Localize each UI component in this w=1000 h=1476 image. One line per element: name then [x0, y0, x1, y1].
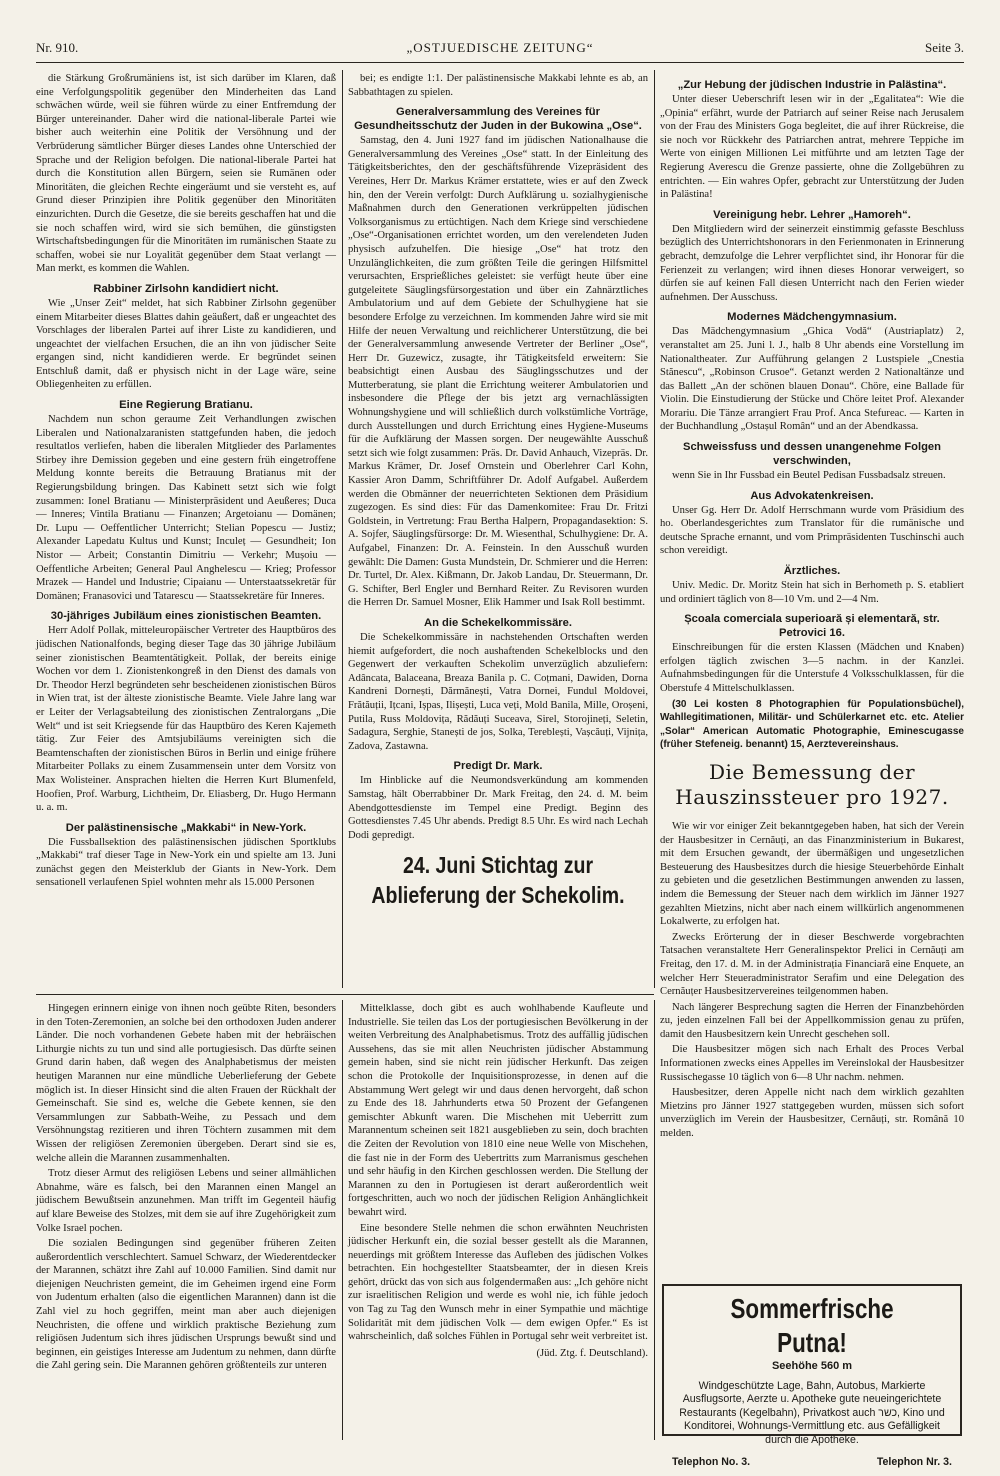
- article-heading: Der palästinensische „Makkabi“ in New-York.: [65, 821, 307, 834]
- column-2: [348, 72, 648, 990]
- article-text: Univ. Medic. Dr. Moritz Stein hat sich in Berhometh p. S. etabliert und ordiniert täglich von 8—10 Vm. und 2—4 Nm.: [660, 580, 964, 605]
- column-3: [660, 72, 964, 1140]
- article-text: Unter dieser Ueberschrift lesen wir in der „Egalitatea“: Wie die „Opinia“ erfährt, wurde der Patriarch auf seiner Reise nach Jerusalem von der Frau des Ministers Goga begleitet, die auf ihrer Rückreise, die sie noch vor Rückkehr des Patriarchen antrat, mehrere Teppiche im Werte von einigen Millionen Lei mitführte und am letzten Tage der Regierung Averescu die Grenze passierte, ohne die Zollgebühren zu entrichten. — Ein wahres Opfer, gebracht zur Unterstützung der Juden in Palästina!: [660, 94, 964, 201]
- article-text: Den Mitgliedern wird der seinerzeit einstimmig gefasste Beschluss bezüglich des Unterrichtshonorars in den Ferienmonaten in Erinnerung gebracht, demzufolge die Lehrer verpflichtet sind, ihr Honorar für die Ferienzeit zu verlangen; wird ihnen dieses Honorar verweigert, so dürfen sie auf keinen Fall diesen Unterricht nach den Ferien wieder aufnehmen. Der Ausschuss.: [660, 223, 964, 303]
- article-text: Zwecks Erörterung der in dieser Beschwerde vorgebrachten Tatsachen veranstaltete Herr Generalinspektor Prelici in Cernăuți am Freitag, den 17. d. M. in der Administrația Financiară eine Enquete, an welcher Herr Steueradministrator Serafim und eine Delegation des Cernăuțer Hausbesitzervereines teilgenommen haben.: [660, 931, 964, 998]
- article-text: bei; es endigte 1:1. Der palästinensische Makkabi lehnte es ab, an Sabbathtagen zu spielen.: [348, 73, 648, 98]
- article-text: die Stärkung Großrumäniens ist, ist sich darüber im Klaren, daß eine Verfolgungspolitik gegenüber den Minderheiten das Land schwächen würde, weil sie führen würde zu einer Entfremdung der Bürger untereinander. Daher wird die national-liberale Partei wie bisher auch weiterhin eine Politik der Versöhnung und der Verbrüderung sämtlicher Bürger dieses Landes ohne Unterschied der Sprache und der Religion befolgen. Die national-liberale Partei hat durch die Konstitution allen Bürgern, seien sie Rumänen oder Minoritäten, die gleichen Rechte eingeräumt und sie versteht es, auf Grund dieser Prinzipien ihre Politik gegenüber den Minoritäten einzurichten. Durch die Gesetze, die sie bereits geschaffen hat und die sie noch schaffen wird, wird sie sich bemühen, die günstigsten Wirtschaftsbedingungen für die Minoritäten im rumänischen Staate zu schaffen, wobei sie nur Loyalität gegenüber dem Staat verlangt — Man merkt, es kommen die Wahlen.: [36, 73, 336, 275]
- bottom-column-1: [36, 1002, 336, 1440]
- advert-phone-left: Telephon No. 3.: [672, 1455, 751, 1468]
- article-heading: Generalversammlung des Vereines für Gesundheitsschutz der Juden in der Bukowina „Ose“.: [354, 106, 642, 133]
- article-heading: Modernes Mädchengymnasium.: [727, 311, 897, 324]
- article-heading: Eine Regierung Bratianu.: [119, 399, 253, 412]
- advert-footer: [672, 1456, 952, 1470]
- article-text: Unser Gg. Herr Dr. Adolf Herrschmann wurde vom Präsidium des ho. Oberlandesgerichtes zum Translator für die rumänische und deutsche Sprache ernannt, und vom Primpräsidenten Tuschinschi auch schon vereidigt.: [660, 504, 964, 557]
- article-text: Die Hausbesitzer mögen sich nach Erhalt des Proces Verbal Informationen zwecks eines Appelles im Vereinslokal der Hausbesitzer Russischegasse 10 täglich von 6—8 Uhr nachm. nehmen.: [660, 1044, 964, 1083]
- section-rule: [36, 994, 654, 995]
- bottom-column-2: [348, 1002, 648, 1440]
- page-header: [36, 36, 964, 58]
- column-rule-3: [342, 1000, 343, 1440]
- article-heading: Schweissfuss und dessen unangenehme Folgen verschwinden,: [683, 441, 941, 468]
- article-heading: Predigt Dr. Mark.: [453, 760, 543, 773]
- article-heading: „Zur Hebung der jüdischen Industrie in Palästina“.: [677, 79, 947, 91]
- article-text: Nach längerer Besprechung sagten die Herren der Finanzbehörden zu, jeden einzelnen Fall bei der Appellkommission genau zu prüfen, damit den Hausbesitzern kein Unrecht geschehen soll.: [660, 1001, 964, 1040]
- column-rule-1: [342, 70, 343, 988]
- advert-phone-right: Telephon Nr. 3.: [876, 1455, 952, 1468]
- article-text: Hingegen erinnern einige von ihnen noch geübte Riten, besonders in den Toten-Zeremonien, an solche bei den orthodoxen Juden anderer Länder. Die noch vorhandenen Gebete haben mit der hebräischen Lithurgie nichts zu tun und sind alle portugiesisch. Das dürfte seinen Grund darin haben, daß wegen des Analphabetismus der meisten heutigen Marannen nur eine mündliche Ueberlieferung der Gebete möglich ist. In dieser Hinsicht sind die alten Frauen der Rückhalt der Gemeinschaft. Sie sind es, welche die Gebete kennen, sie den Versammlungen zur Sabbath-Weihe, zu Pessach und dem Versöhnungstag rezitieren und ihren Töchtern zusammen mit dem Wissen der religiösen Zeremonien übergeben. Derart sind sie es, welche allein die Marannen zusammenhalten.: [36, 1003, 336, 1164]
- issue-number: Nr. 910.: [36, 40, 79, 55]
- article-text: Samstag, den 4. Juni 1927 fand im jüdischen Nationalhause die Generalversammlung des Vereines „Ose“ statt. In der Einleitung des Tätigkeitsberichtes, den der geschäftsführende Vizepräsident des Vereines, Herr Dr. Markus Krämer erstattete, wies er auf den Zweck hin, den der Verein verfolgt: Durch Aufklärung u. sozialhygienische Maßnahmen durch den Generationen verkrüppelten jüdischen Volksorganismus zu ertüchtigen. Nach dem Kriege sind verschiedene „Ose“-Organisationen errichtet worden, um den verelendeten Juden physisch aufzuhelfen. Die hiesige „Ose“ hat trotz den Unzulänglichkeiten, die zum größten Teile die geringen Hilfsmittel verursachten, Ersprießliches geleistet: sie verfügt heute über eine gutgeleitete Säuglingsfürsorgestation und über ein Zahnärztliches Ambulatorium und auf dem Gebiete der Schulhygiene hat sie besondere Erfolge zu verzeichnen. Im kommenden Jahre wird sie mit Hilfe der neuen Verwaltung und reichlicherer Unterstützung, die bei der Generalversammlung anwesende Vertreter der Berliner „Ose“, Herr Dr. Guzewicz, zusagte, ihr Tätigkeitsfeld erweitern: Sie beabsichtigt einen Ausbau des Säuglingsschutzes und der Mutterberatung, sie plant die Errichtung weiterer Ambulatorien und insbesondere die Pflege der bis jetzt arg vernachlässigten Wohnungshygiene und will schließlich durch volkstümliche Vorträge, durch Ausstellungen und durch Errichtung eines Hygiene-Museums für die Aufklärung der Massen sorgen. Der neugewählte Ausschuß setzt sich wie folgt zusammen: Präs. Dr. David Anhauch, Vizepräs. Dr. Markus Krämer, Dr. Josef Ornstein und Oberlehrer Carl Kohn, Kassier Aron Damm, Schriftführer Dr. Adolf Aufgabel. Außerdem werden die Obmänner der neuerrichteten Sektionen dem Präsidium zugezogen. Es sind dies: Für das Damenkomitee: Frau Dr. Fritzi Goldstein, in Vertretung: Frau Bertha Halpern, Propagandasektion: S. A. Sojfer, Säuglingsfürsorge: Dr. M. Wiesenthal, Schulhygiene: Dr. A. Aufgabel, Finanzen: Dr. A. Feinstein. In den Ausschuß wurden gewählt: Die Damen: Gusta Mundstein, Dr. Schmierer und die Herren: Dr. Turtel, Dr. Alex. Kißmann, Dr. Jakob Landau, Dr. Steuermann, Dr. G. Schifter, Berl Engler und Bernhard Reiter. Zu Revisoren wurden die Herren Dr. Samuel Mosner, Elik Hammer und Isak Roll bestimmt.: [348, 135, 648, 609]
- article-text: Wie wir vor einiger Zeit bekanntgegeben haben, hat sich der Verein der Hausbesitzer in Cernăuți, an das Finanzministerium in Bukarest, mit dem Ersuchen gewandt, der übermäßigen und ungesetzlichen Besteuerung des Hausbesitzes durch die hiesige Steuerbehörde Einhalt zu gebieten und die gesetzlichen Bestimmungen anwenden zu lassen, indem die Bemessung der Steuer nach dem wirklich im Jänner 1927 gezahlten Mietzins, nicht aber nach einem willkürlich angenommenen Lokalwerte, zu erfolgen hat.: [660, 820, 964, 928]
- stichtag-notice: 24. Juni Stichtag zur Ablieferung der Schekolim.: [371, 852, 625, 909]
- advert-title: Sommerfrische Putna!: [730, 1293, 894, 1358]
- article-text: Wie „Unser Zeit“ meldet, hat sich Rabbiner Zirlsohn gegenüber einem Mitarbeiter dieses Blattes dahin geäußert, daß er ungeachtet des Vorschlages der liberalen Partei auf ihrer Liste zu kandidieren, und ungeachtet der vielfachen Ersuchen, die an ihn von jüdischer Seite ergangen sind, nicht kandidieren werde. Er begründet seinen Entschluß damit, daß er physisch nicht in der Lage wäre, seine Obliegenheiten zu erfüllen.: [36, 297, 336, 391]
- column-rule-4: [654, 1000, 655, 1440]
- article-text: Die Schekelkommissäre in nachstehenden Ortschaften werden hiemit aufgefordert, die noch aushaftenden Schekelblocks und den Gegenwert der verkauften Schekolim unverzüglich abzuliefern: Adâncata, Balaceana, Breaza Banila p. C. Coțmani, Dawiden, Dorna Kandreni Dornești, Dărmănești, Vatra Dornei, Fundul Moldovei, Frătăuții, Ițcani, Ișpas, Ilișești, Luca veți, Mold Banila, Mille, Oroșeni, Putila, Russ Moldovița, Rădăuți Suceava, Sirel, Storojineți, Seletin, Sadagura, Serghie, Stanești de jos, Solka, Tereblești, Vașcăuți, Vijnița, Zadova, Zastawna.: [348, 631, 648, 752]
- column-1: [36, 72, 336, 990]
- article-text: Die Fussballsektion des palästinensischen jüdischen Sportklubs „Makkabi“ traf dieser Tage in New-York ein und spielte am 13. Juni zunächst gegen den Meisterklub der Giants in New-York. Dem sensationell verlaufenen Spiel wohnten mehr als 15.000 Personen: [36, 836, 336, 889]
- hauszins-headline: Die Bemessung der Hauszinssteuer pro 1927.: [675, 759, 949, 809]
- article-text: Nachdem nun schon geraume Zeit Verhandlungen zwischen Liberalen und Nationalzaranisten stattgefunden haben, die jedoch resultatlos verliefen, haben die liberalen Mitglieder des Parlamentes Stirbey ihre Demission gegeben und eine gestern früh eingetroffene Meldung konnte bereits die Betrauung Bratianus mit der Regierungsbildung bringen. Das Kabinett setzt sich wie folgt zusammen: Ionel Bratianu — Ministerpräsident und Aeußeres; Duca — Inneres; Vintila Bratianu — Finanzen; Argetoianu — Domänen; Dr. Lupu — Oeffentlicher Unterricht; Stelian Popescu — Justiz; Alexander Lapedatu Kultus und Kunst; Inculeț — Gesundheit; Ion Nistor — Arbeit; Constantin Dimitriu — Verkehr; Mușoiu — Oeffentliche Arbeiten; General Paul Anghelescu — Krieg; Professor Mrazek — Handel und Industrie; Cipaianu — Unterstaatssekretär für Domänen; Franasovici und Tatarescu — Staatssekretäre für Inneres.: [36, 414, 336, 602]
- article-text: Das Mädchengymnasium „Ghica Vodă“ (Austriaplatz) 2, veranstaltet am 25. Juni l. J., halb 8 Uhr abends eine Vorstellung im Nationaltheater. Zur Aufführung gelangen 2 Lustspiele „Cnestia Stănescu“, „Robinson Crusoe“. Getanzt werden 2 Nationaltänze und das Ballett „An der schönen blauen Donau“. Chöre, eine Ballade für Violin. Die Einstudierung der Stücke und Chöre leitet Prof. Alexander Morariu. Die Tänze arrangiert Frau Prof. Anca Stefureac. — Karten in der Buchhandlung „Ostașul Român“ und an der Abendkassa.: [660, 326, 964, 433]
- article-heading: Școala comerciala superioară și elementară, str. Petrovici 16.: [684, 613, 940, 640]
- article-heading: An die Schekelkommissäre.: [424, 616, 572, 629]
- article-text: Herr Adolf Pollak, mitteleuropäischer Vertreter des Hauptbüros des jüdischen Nationalfonds, beging dieser Tage das 30 jährige Jubiläum seiner zionistischen Beamtentätigkeit. Pollak, der bereits einige Wochen vor dem 1. Zionistenkongreß in den Dienst des damals von Dr. Theodor Herzl begründeten sehr bescheidenen zionistischen Büros in Wien trat, ist der älteste zionistische Beamte. Viele Jahre lang war er Leiter der Verlagsabteilung des zionistischen Zentralorgans „Die Welt“ und ist seit Kriegsende für das Hauptbüro des Keren Kajemeth tätig. Zur Feier des Amtsjubiläums vereinigten sich die Beamtenschaften der zionistischen Büros in Berlin und einige frühere Mitarbeiter Pollaks zu einem Zusammensein unter dem Vorsitz von Max Wolisteiner. Ansprachen hielten die Herren Kurt Blumenfeld, Hoofien, Prof. Warburg, Lichtheim, Dr. Eliasberg, Dr. Hugo Hermann u. a. m.: [36, 625, 336, 814]
- advert-text: Windgeschützte Lage, Bahn, Autobus, Markierte Ausflugsorte, Aerzte u. Apotheke gute neueingerichtete Restaurants (Kegelbahn), Privatkost auch כשר, Kino und Konditorei, Wohnungs-Vermittlung etc. aus Gefälligkeit durch die Apotheke.: [679, 1379, 945, 1446]
- article-heading: Aus Advokatenkreisen.: [750, 489, 874, 502]
- article-heading: 30-jähriges Jubiläum eines zionistischen Beamten.: [50, 610, 322, 623]
- article-heading: Rabbiner Zirlsohn kandidiert nicht.: [93, 282, 279, 295]
- column-rule-2: [654, 70, 655, 988]
- header-rule: [36, 62, 964, 63]
- article-text: Eine besondere Stelle nehmen die schon erwähnten Neuchristen jüdischer Herkunft ein, die sozial besser gestellt als die Marannen, neuerdings mit größtem Interesse das Aufleben des jüdischen Volkes betrachten. Ein hochgestellter Staatsbeamter, der in diesen Kreis gehört, drückt das von sich aus folgendermaßen aus: „Ich gehöre nicht zur israelitischen Religion und werde es wohl nie, ich fühle jedoch von Tag zu Tag den Wunsch mehr in einer Sympathie und mächtige Solidarität mit dem jüdischen Volk — dem ewigen Opfer.“ Es ist wahrscheinlich, daß solches Fühlen in Portugal sehr weit verbreitet ist.: [348, 1222, 648, 1343]
- article-text: Trotz dieser Armut des religiösen Lebens und seiner allmählichen Abnahme, wäre es falsch, bei den Marannen einen Mangel an jüdischem Bewußtsein anzunehmen. Man trifft im Gegenteil häufig auf klare Beweise des Stolzes, mit dem sie auf ihre Zugehörigkeit zum Volke Israel pochen.: [36, 1168, 336, 1234]
- article-heading: Vereinigung hebr. Lehrer „Hamoreh“.: [713, 208, 911, 221]
- putna-advertisement: [662, 1284, 962, 1468]
- article-text: Hausbesitzer, deren Appelle nicht nach dem wirklich gezahlten Mietzins pro Jänner 1927 stattgegeben wurden, müssen sich sofort unverzüglich im Verein der Hausbesitzer, Cernăuți, str. Română 10 melden.: [660, 1087, 964, 1140]
- article-text: Im Hinblicke auf die Neumondsverkündung am kommenden Samstag, hält Oberrabbiner Dr. Mark Freitag, den 24. d. M. beim Abendgottesdienste im Tempel eine Predigt. Beginn des Gottesdienstes 7.45 Uhr abends. Predigt 8.5 Uhr. Es wird nach Lechah Dodi gepredigt.: [348, 775, 648, 841]
- advert-altitude: Seehöhe 560 m: [771, 1360, 853, 1372]
- article-text: Die sozialen Bedingungen sind gegenüber früheren Zeiten außerordentlich verschlechtert. Samuel Schwarz, der Wiederentdecker der Marannen, schätzt ihre Zahl auf 10.000 Familien. Sind damit nur diejenigen Neuchristen gemeint, die im Geheimen irgend eine Form von Judentum erhalten (also die eigentlichen Marannen) dann ist die Zahl viel zu hoch gegriffen, meint man aber auch diejenigen Neuchristen, die offene und wirklich praktische Beziehung zum religiösen Judentum sich ihres jüdischen Ursprungs bewußt sind und beginnen, ein geistiges Interesse am Judentum zu nehmen, dann dürfte die Zahl gering sein. Die Marannen gehören größtenteils zur unteren: [36, 1238, 336, 1372]
- article-text: Einschreibungen für die ersten Klassen (Mädchen und Knaben) erfolgen täglich zwischen 3—5 nachm. in der Kanzlei. Aufnahmsbedingungen für die Unterstufe 4 Volksschulklassen, für die Oberstufe 4 Mittelschulklassen.: [660, 642, 964, 694]
- article-heading: Ärztliches.: [783, 565, 841, 578]
- newspaper-title: „OSTJUEDISCHE ZEITUNG“: [406, 40, 594, 55]
- article-text: wenn Sie in Ihr Fussbad ein Beutel Pedisan Fussbadsalz streuen.: [672, 470, 946, 482]
- photo-notice: (30 Lei kosten 8 Photographien für Populationsbüchel), Wahllegitimationen, Militär- und Schülerkarnet etc. etc. Atelier „Solar“ American Automatic Photographie, Eminescugasse (früher Stefeneig. benannt) 15, Aerztevereinshaus.: [660, 698, 964, 751]
- article-source: (Jüd. Ztg. f. Deutschland).: [536, 1347, 648, 1359]
- page-number: Seite 3.: [925, 40, 964, 55]
- article-text: Mittelklasse, doch gibt es auch wohlhabende Kaufleute und Industrielle. Sie teilen das Los der portugiesischen Bevölkerung in der weiten Verbreitung des Analphabetismus. Trotz des auffällig jüdischen Aussehens, das sie mit allen Neuchristen jüdischer Abstammung gemein haben, sind sie nicht rein jüdischer Herkunft. Das zeigen schon die Protokolle der Inquisitionsprozesse, in denen auf die Abstammung Wert gelegt wir und daus denen hervorgeht, daß schon zu Ende des 18. Jahrhunderts etwa 50 Prozent der Gefangenen gemischter Abkunft waren. Die Mischehen mit Ueberritt zum Marannentum scheinen seit 1821 ausgeblieben zu sein, doch brachten die Zeiten der Revolution von 1810 eine neue Welle von Mischehen, die fast nie in der Form des Uebertritts zum Marranismus geschehen und sehr häufig in den Kirchen geschlossen werden. Die Stellung der Marannen zu den in Portugiesen ist derart außerordentlich weit fortgeschritten, auch wo noch der jüdischen Religion Anhänglichkeit bewahrt wird.: [348, 1003, 648, 1218]
